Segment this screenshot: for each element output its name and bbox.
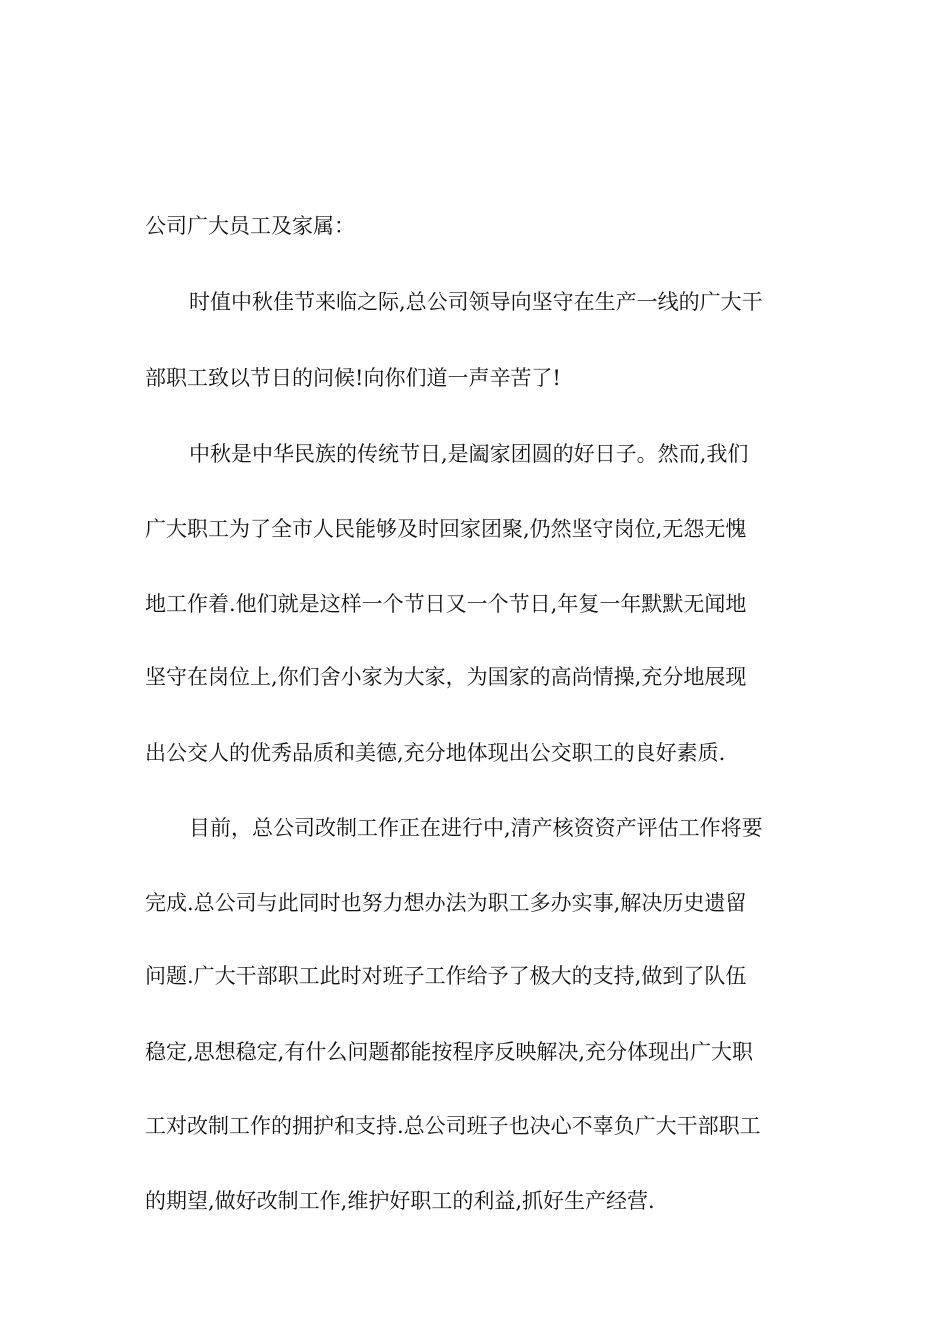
paragraph-2-line-2: 广大职工为了全市人民能够及时回家团聚,仍然坚守岗位,无怨无愧 (145, 517, 747, 541)
paragraph-1-line-1: 时值中秋佳节来临之际,总公司领导向坚守在生产一线的广大干 (189, 290, 763, 314)
paragraph-2-line-1: 中秋是中华民族的传统节日,是阖家团圆的好日子。然而,我们 (189, 442, 749, 466)
paragraph-2-line-3: 地工作着.他们就是这样一个节日又一个节日,年复一年默默无闻地 (145, 592, 747, 616)
paragraph-3-line-1: 目前，总公司改制工作正在进行中,清产核资资产评估工作将要 (189, 816, 763, 840)
paragraph-1-line-2: 部职工致以节日的问候!向你们道一声辛苦了! (145, 366, 561, 390)
salutation: 公司广大员工及家属： (145, 214, 355, 238)
paragraph-3-line-3: 问题.广大干部职工此时对班子工作给予了极大的支持,做到了队伍 (145, 964, 747, 988)
paragraph-3-line-4: 稳定,思想稳定,有什么问题都能按程序反映解决,充分体现出广大职 (145, 1040, 754, 1064)
paragraph-2-line-5: 出公交人的优秀品质和美德,充分地体现出公交职工的良好素质. (145, 741, 726, 765)
paragraph-3-line-6: 的期望,做好改制工作,维护好职工的利益,抓好生产经营. (145, 1189, 655, 1213)
paragraph-2-line-4: 坚守在岗位上,你们舍小家为大家，为国家的高尚情操,充分地展现 (145, 665, 747, 689)
paragraph-3-line-5: 工对改制工作的拥护和支持.总公司班子也决心不辜负广大干部职工 (145, 1114, 761, 1138)
paragraph-3-line-2: 完成.总公司与此同时也努力想办法为职工多办实事,解决历史遗留 (145, 891, 747, 915)
